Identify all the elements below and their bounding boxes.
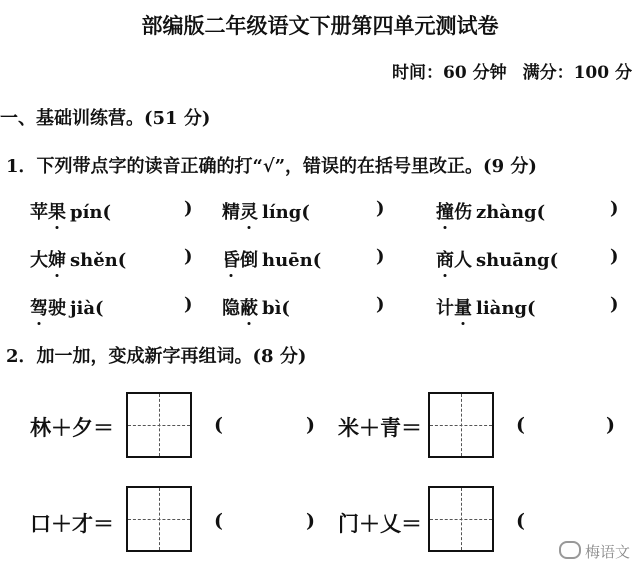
pinyin-text: shuāng( xyxy=(476,250,559,271)
dotted-char: 商 xyxy=(436,250,454,271)
pinyin-text: líng( xyxy=(262,202,310,223)
dotted-char: 蔽 xyxy=(240,298,258,319)
watermark xyxy=(559,541,630,562)
exam-score: 满分：100 分 xyxy=(522,63,632,83)
word-char: 苹 xyxy=(30,202,48,223)
pinyin-item xyxy=(222,246,321,272)
watermark-text: 梅语文 xyxy=(584,543,630,561)
tian-grid-2[interactable] xyxy=(428,392,494,458)
pinyin-item xyxy=(436,198,545,224)
compose-expr-1: 林＋夕＝ xyxy=(30,415,114,440)
answer-paren-close: ) xyxy=(184,294,193,315)
pinyin-item xyxy=(436,246,558,272)
answer-paren-close: ) xyxy=(376,294,385,315)
pinyin-text: shěn( xyxy=(70,250,127,271)
word-char: 驶 xyxy=(48,298,66,319)
pinyin-item xyxy=(436,294,536,320)
answer-paren-close: ) xyxy=(376,198,385,219)
dotted-char: 撞 xyxy=(436,202,454,223)
pinyin-text: liàng( xyxy=(476,298,536,319)
pinyin-item xyxy=(30,294,104,320)
answer-paren-open-3: ( xyxy=(214,510,223,532)
question-2-prompt: 2．加一加，变成新字再组词。(8 分) xyxy=(6,346,307,367)
answer-paren-open-4: ( xyxy=(516,510,525,532)
answer-paren-close-1: ) xyxy=(306,414,315,436)
answer-paren-close: ) xyxy=(376,246,385,267)
answer-paren-close: ) xyxy=(610,198,619,219)
answer-paren-close-2: ) xyxy=(606,414,615,436)
pinyin-item xyxy=(30,198,111,224)
dotted-char: 果 xyxy=(48,202,66,223)
compose-expr-4: 门＋乂＝ xyxy=(338,511,422,536)
word-char: 精 xyxy=(222,202,240,223)
answer-paren-close: ) xyxy=(610,294,619,315)
pinyin-item xyxy=(222,294,290,320)
pinyin-text: bì( xyxy=(262,298,290,319)
wechat-icon xyxy=(559,541,581,559)
word-char: 倒 xyxy=(240,250,258,271)
answer-paren-close: ) xyxy=(184,246,193,267)
answer-paren-open-1: ( xyxy=(214,414,223,436)
dotted-char: 量 xyxy=(454,298,472,319)
page-title: 部编版二年级语文下册第四单元测试卷 xyxy=(141,14,499,38)
section-heading: 一、基础训练营。(51 分) xyxy=(0,108,211,129)
pinyin-item xyxy=(30,246,126,272)
word-char: 计 xyxy=(436,298,454,319)
compose-expr-2: 米＋青＝ xyxy=(338,415,422,440)
question-1-prompt: 1．下列带点字的读音正确的打“√”，错误的在括号里改正。(9 分) xyxy=(6,156,537,177)
compose-expr-3: 口＋才＝ xyxy=(30,511,114,536)
answer-paren-close: ) xyxy=(184,198,193,219)
dotted-char: 婶 xyxy=(48,250,66,271)
exam-time: 时间：60 分钟 xyxy=(392,63,507,83)
tian-grid-1[interactable] xyxy=(126,392,192,458)
word-char: 隐 xyxy=(222,298,240,319)
pinyin-text: huēn( xyxy=(262,250,322,271)
word-char: 大 xyxy=(30,250,48,271)
tian-grid-4[interactable] xyxy=(428,486,494,552)
word-char: 人 xyxy=(454,250,472,271)
pinyin-text: pín( xyxy=(70,202,112,223)
answer-paren-close: ) xyxy=(610,246,619,267)
answer-paren-close-3: ) xyxy=(306,510,315,532)
pinyin-text: jià( xyxy=(70,298,104,319)
word-char: 伤 xyxy=(454,202,472,223)
pinyin-text: zhàng( xyxy=(476,202,546,223)
dotted-char: 灵 xyxy=(240,202,258,223)
answer-paren-open-2: ( xyxy=(516,414,525,436)
dotted-char: 驾 xyxy=(30,298,48,319)
pinyin-item xyxy=(222,198,310,224)
dotted-char: 昏 xyxy=(222,250,240,271)
exam-meta xyxy=(392,58,632,83)
tian-grid-3[interactable] xyxy=(126,486,192,552)
